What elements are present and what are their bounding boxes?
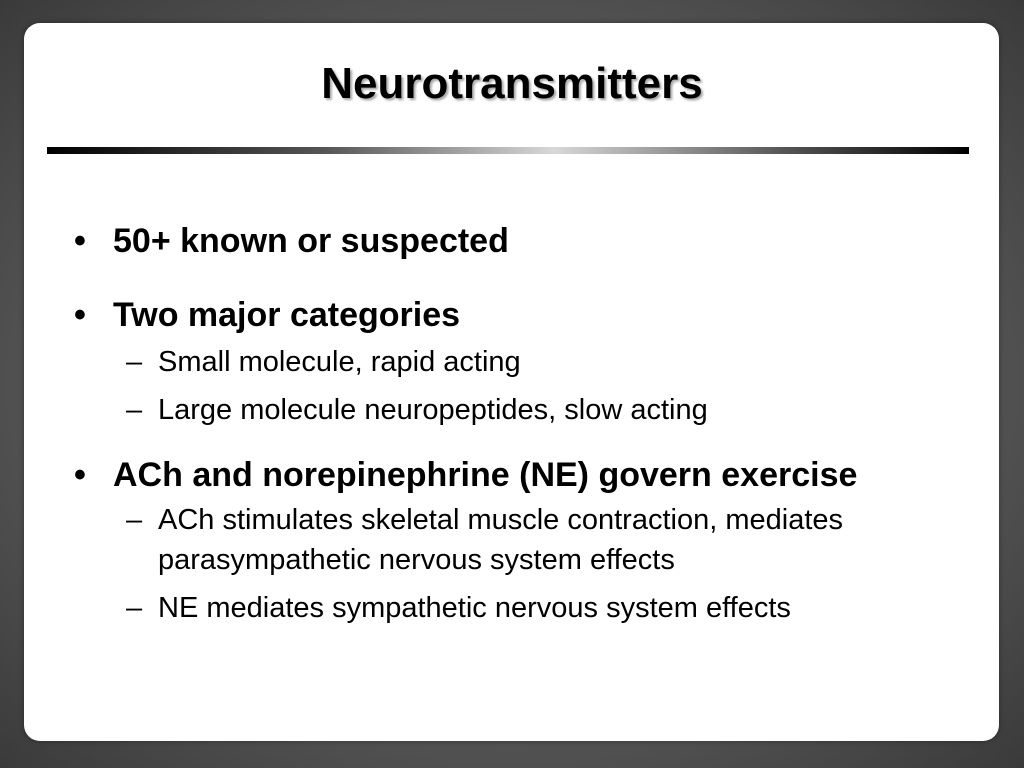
sub-bullet-item (72, 588, 972, 628)
bullet-text: ACh and norepinephrine (NE) govern exercise (113, 456, 858, 494)
sub-bullet-text: ACh stimulates skeletal muscle contraction, mediates parasympathetic nervous system effects (158, 504, 844, 576)
sub-bullet-marker: – (126, 592, 143, 624)
sub-bullet-text: Large molecule neuropeptides, slow acting (158, 394, 708, 426)
bullet-text: 50+ known or suspected (113, 222, 509, 260)
bullet-item (72, 452, 972, 498)
sub-bullet-marker: – (126, 504, 143, 536)
sub-bullet-text: Small molecule, rapid acting (158, 346, 521, 378)
sub-bullet-item (72, 390, 972, 430)
sub-bullet-text: NE mediates sympathetic nervous system effects (158, 592, 791, 624)
title-divider (47, 147, 969, 154)
bullet-marker: • (74, 296, 86, 334)
slide-title: Neurotransmitters (321, 59, 703, 108)
sub-bullet-item (72, 500, 972, 580)
bullet-text: Two major categories (113, 296, 461, 334)
sub-bullet-marker: – (126, 394, 143, 426)
bullet-marker: • (74, 456, 86, 494)
bullet-item (72, 218, 972, 264)
slide-content (72, 218, 972, 636)
sub-bullet-marker: – (126, 346, 143, 378)
sub-bullet-item (72, 342, 972, 382)
bullet-marker: • (74, 222, 86, 260)
bullet-item (72, 292, 972, 338)
